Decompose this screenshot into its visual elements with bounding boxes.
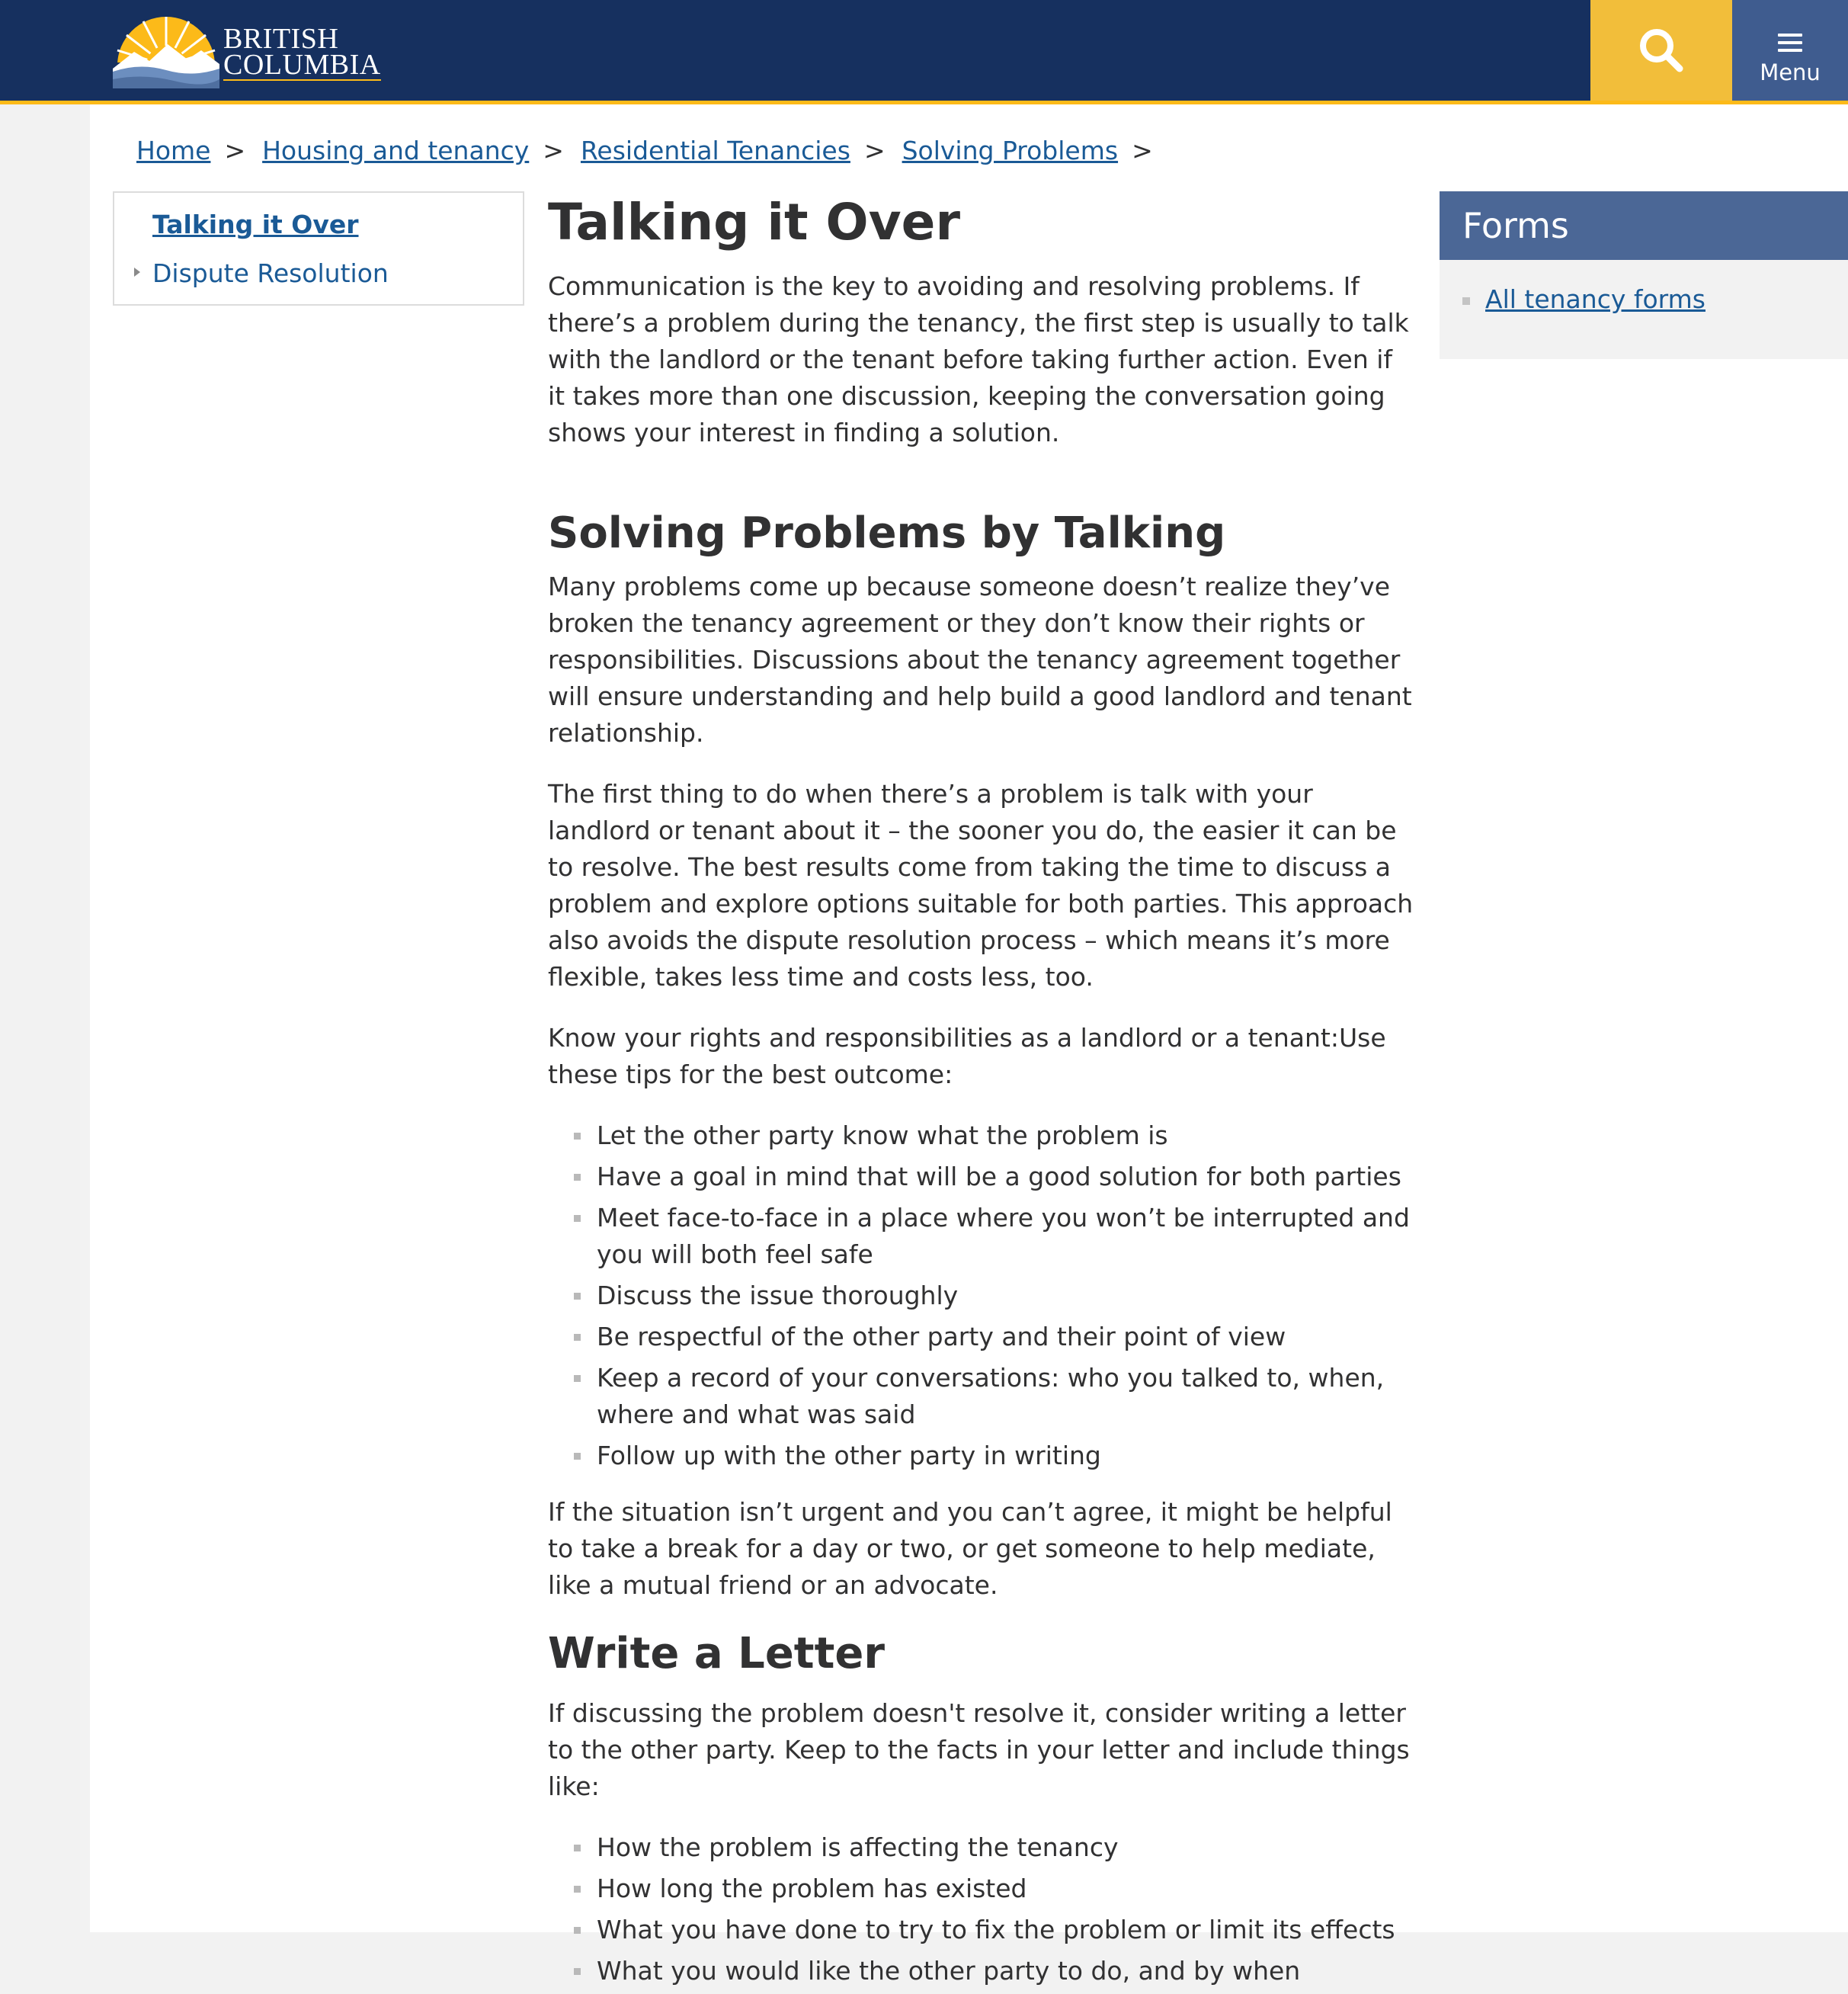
list-item: What you would like the other party to do, and by when xyxy=(548,1953,1417,1989)
bullet-icon xyxy=(1462,297,1470,305)
side-navigation xyxy=(113,191,524,306)
paragraph: If discussing the problem doesn't resolve it, consider writing a letter to the other party. Keep to the facts in your letter and include things like: xyxy=(548,1698,1410,1801)
paragraph: Know your rights and responsibilities as a landlord or a tenant:Use these tips for the best outcome: xyxy=(548,1023,1386,1089)
list-item: Follow up with the other party in writing xyxy=(548,1438,1417,1474)
section-heading-write-a-letter: Write a Letter xyxy=(548,1629,885,1678)
paragraph: The first thing to do when there’s a problem is talk with your landlord or tenant about it – the sooner you do, the easier it can be to resolve. The best results come from taking the time to discuss a problem and explore options suitable for both parties. This approach also avoids the dispute resolution process – which means it’s more flexible, takes less time and costs less, too. xyxy=(548,779,1414,992)
all-tenancy-forms-link[interactable]: All tenancy forms xyxy=(1485,284,1705,314)
paragraph: Many problems come up because someone doesn’t realize they’ve broken the tenancy agreement or they don’t know their rights or responsibilities. Discussions about the tenancy agreement together will ensure understanding and help build a good landlord and tenant relationship. xyxy=(548,572,1412,748)
hamburger-icon xyxy=(1778,34,1802,56)
main-content xyxy=(548,191,1417,1994)
section-heading-solving-problems: Solving Problems by Talking xyxy=(548,508,1226,558)
logo-line1: BRITISH xyxy=(223,23,339,55)
breadcrumb-housing-and-tenancy[interactable]: Housing and tenancy xyxy=(262,136,530,165)
breadcrumb-residential-tenancies[interactable]: Residential Tenancies xyxy=(580,136,850,165)
breadcrumb-separator: > xyxy=(863,136,886,165)
tips-list xyxy=(548,1117,1417,1474)
breadcrumb-separator: > xyxy=(543,136,564,165)
breadcrumb xyxy=(136,134,1170,168)
page-title: Talking it Over xyxy=(548,193,960,252)
list-item: How the problem is affecting the tenancy xyxy=(548,1829,1417,1866)
logo-line2: COLUMBIA xyxy=(223,49,381,81)
list-item: Let the other party know what the problem is xyxy=(548,1117,1417,1154)
logo-wordmark xyxy=(223,23,381,81)
list-item: What you have done to try to fix the problem or limit its effects xyxy=(548,1912,1417,1948)
menu-label: Menu xyxy=(1760,59,1821,85)
sidenav-item-dispute-resolution[interactable]: Dispute Resolution xyxy=(152,258,389,288)
letter-items-list xyxy=(548,1829,1417,1989)
expand-triangle-icon[interactable] xyxy=(134,268,140,277)
forms-heading: Forms xyxy=(1440,191,1848,260)
intro-paragraph: Communication is the key to avoiding and resolving problems. If there’s a problem during the tenancy, the first step is usually to talk with the landlord or the tenant before taking further action. Even if it takes more than one discussion, keeping the conversation going shows your interest in finding a solution. xyxy=(548,271,1409,447)
breadcrumb-separator: > xyxy=(224,136,246,165)
list-item: Have a goal in mind that will be a good solution for both parties xyxy=(548,1159,1417,1195)
menu-button[interactable] xyxy=(1732,0,1848,101)
search-icon xyxy=(1637,26,1686,75)
forms-panel xyxy=(1440,191,1848,359)
paragraph: If the situation isn’t urgent and you can’t agree, it might be helpful to take a break for a day or two, or get someone to help mediate, like a mutual friend or an advocate. xyxy=(548,1497,1392,1600)
list-item: Be respectful of the other party and their point of view xyxy=(548,1319,1417,1355)
list-item: How long the problem has existed xyxy=(548,1871,1417,1907)
list-item: Meet face-to-face in a place where you won’t be interrupted and you will both feel safe xyxy=(548,1200,1417,1273)
breadcrumb-separator: > xyxy=(1132,136,1153,165)
breadcrumb-home[interactable]: Home xyxy=(136,136,211,165)
sun-mountain-logo-icon xyxy=(113,15,219,88)
search-button[interactable] xyxy=(1590,0,1732,101)
breadcrumb-solving-problems[interactable]: Solving Problems xyxy=(902,136,1119,165)
list-item: Keep a record of your conversations: who you talked to, when, where and what was said xyxy=(548,1360,1417,1433)
site-header xyxy=(0,0,1848,104)
sidenav-item-talking-it-over[interactable]: Talking it Over xyxy=(152,210,359,239)
bc-logo[interactable] xyxy=(113,15,387,90)
list-item: Discuss the issue thoroughly xyxy=(548,1278,1417,1314)
